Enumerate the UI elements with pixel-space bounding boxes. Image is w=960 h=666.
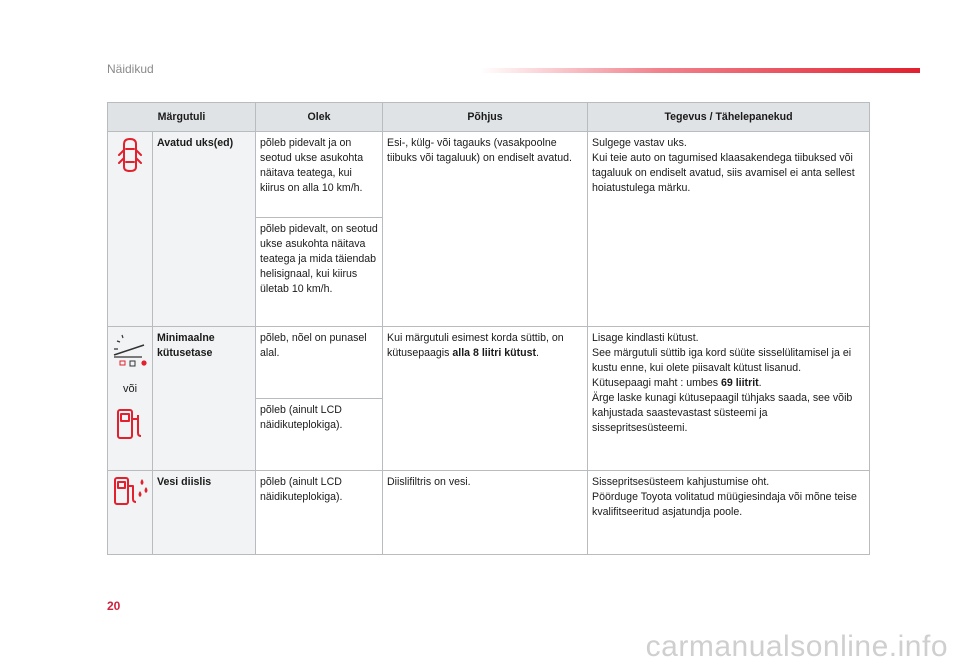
- cause-cell: [383, 327, 588, 471]
- water-in-diesel-icon: [112, 475, 150, 507]
- table-header-row: [108, 103, 870, 132]
- action-line: See märgutuli süttib iga kord süüte sisselülitamisel ja ei kustu enne, kui olete piisavalt kütust lisanud.: [592, 347, 852, 374]
- action-cell: [588, 471, 870, 555]
- action-line: Sulgege vastav uks.: [592, 137, 687, 149]
- light-name: Vesi diislis: [153, 471, 256, 555]
- light-name: Minimaalne kütusetase: [153, 327, 256, 471]
- state-text: põleb (ainult LCD näidikuteplokiga).: [256, 471, 383, 555]
- section-title: Näidikud: [107, 62, 154, 76]
- table-row: [108, 471, 870, 555]
- action-line: Pöörduge Toyota volitatud müügiesindaja või mõne teise kvalifitseeritud asjatundja poole.: [592, 491, 857, 518]
- light-name: Avatud uks(ed): [153, 132, 256, 327]
- table-row: [108, 327, 870, 399]
- page-number: 20: [107, 599, 121, 613]
- capacity-line: [592, 376, 865, 391]
- cause-text: Diislifiltris on vesi.: [383, 471, 588, 555]
- cause-end: .: [536, 347, 539, 359]
- header-pohjus: Põhjus: [383, 103, 588, 132]
- state-text: põleb (ainult LCD näidikuteplokiga).: [256, 399, 383, 471]
- watermark: carmanualsonline.info: [645, 630, 948, 663]
- header-accent-line: [480, 68, 920, 73]
- capacity-text: Kütusepaagi maht : umbes: [592, 377, 721, 389]
- icon-cell: [108, 327, 153, 471]
- cause-text: Esi-, külg- või tagauks (vasakpoolne tiibuks või tagaluuk) on endiselt avatud.: [383, 132, 588, 327]
- action-line: Lisage kindlasti kütust.: [592, 332, 699, 344]
- header-olek: Olek: [256, 103, 383, 132]
- fuel-gauge-icon: [112, 331, 152, 371]
- action-cell: [588, 132, 870, 327]
- header-margutuli: Märgutuli: [108, 103, 256, 132]
- capacity-value: 69 liitrit: [720, 377, 759, 389]
- action-line: Ärge laske kunagi kütusepaagil tühjaks saada, see võib kahjustada saastevastast süsteemi ja sissepritsesüsteemi.: [592, 392, 853, 434]
- state-text: põleb, nõel on punasel alal.: [256, 327, 383, 399]
- fuel-pump-icon: [115, 407, 145, 441]
- cause-text: Kui märgutuli esimest korda süttib, on kütusepaagis: [387, 332, 564, 359]
- icon-cell: [108, 132, 153, 327]
- action-line: Sissepritsesüsteem kahjustumise oht.: [592, 476, 770, 488]
- or-label: või: [122, 383, 138, 395]
- warning-lights-table: [107, 102, 870, 555]
- state-text: põleb pidevalt, on seotud ukse asukohta näitava teatega ja mida täiendab helisignaal, kui kiirus ületab 10 km/h.: [256, 218, 383, 327]
- action-cell: [588, 327, 870, 471]
- header-tegevus: Tegevus / Tähelepanekud: [588, 103, 870, 132]
- action-line: Kui teie auto on tagumised klaasakendega tiibuksed või tagaluuk on endiselt avatud, siis avamisel ei anta sellest hoiatustulega märku.: [592, 152, 855, 194]
- table-row: [108, 132, 870, 218]
- open-doors-icon: [116, 136, 144, 174]
- cause-emphasis: alla 8 liitri kütust: [452, 347, 536, 359]
- state-text: põleb pidevalt ja on seotud ukse asukohta näitava teatega, kui kiirus on alla 10 km/h.: [256, 132, 383, 218]
- capacity-end: .: [758, 377, 762, 389]
- icon-cell: [108, 471, 153, 555]
